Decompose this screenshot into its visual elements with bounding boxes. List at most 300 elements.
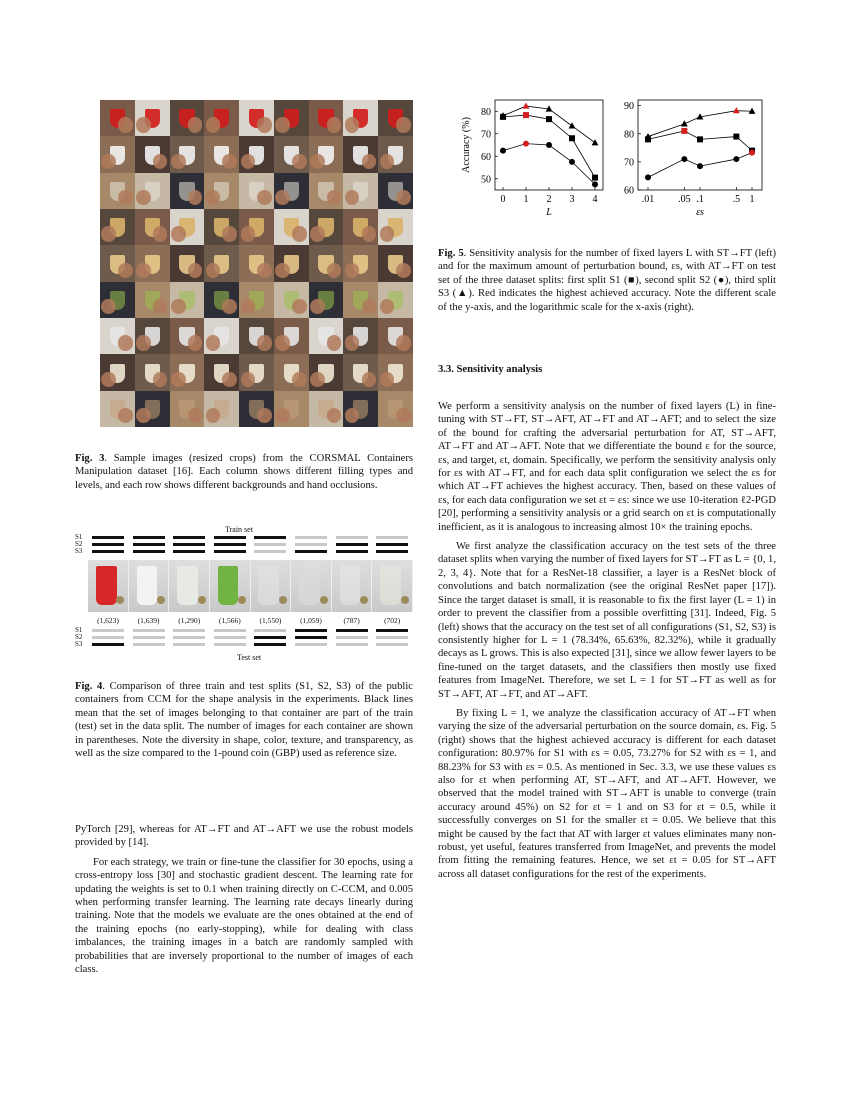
hand-shape — [292, 372, 307, 387]
split-bar — [214, 550, 246, 553]
split-bar — [336, 643, 368, 646]
grid-photo — [274, 136, 309, 172]
grid-photo — [343, 245, 378, 281]
container-photo — [251, 560, 292, 612]
x-axis-label: εs — [696, 207, 704, 218]
split-bar — [92, 536, 124, 539]
hand-shape — [101, 154, 116, 169]
hand-shape — [206, 335, 221, 350]
hand-shape — [396, 408, 411, 423]
grid-photo — [378, 209, 413, 245]
grid-photo — [378, 173, 413, 209]
fig3-caption-text: . Sample images (resized crops) from the CORSMAL Containers Manipulation dataset [16]. Each column shows different filling types and levels, and each row shows different backgrounds and hand occlusions. — [75, 453, 414, 491]
hand-shape — [396, 335, 411, 350]
hand-shape — [222, 226, 237, 241]
x-tick-label: 1 — [749, 194, 755, 205]
x-tick-label: .1 — [696, 194, 704, 205]
hand-shape — [153, 299, 168, 314]
fig4-test-title: Test set — [237, 653, 262, 662]
hand-shape — [206, 408, 221, 423]
grid-photo — [100, 391, 135, 427]
image-count: (1,290) — [178, 616, 201, 625]
grid-photo — [239, 391, 274, 427]
circle-marker — [546, 142, 552, 148]
reference-coin — [198, 596, 206, 604]
grid-photo — [135, 354, 170, 390]
circle-marker — [569, 159, 575, 165]
y-tick-label: 60 — [624, 185, 634, 197]
grid-photo — [274, 318, 309, 354]
split-bar — [336, 629, 368, 632]
hand-shape — [153, 372, 168, 387]
hand-shape — [188, 335, 203, 350]
grid-photo — [100, 136, 135, 172]
fig5-caption — [438, 247, 776, 314]
hand-shape — [362, 154, 377, 169]
grid-photo — [204, 391, 239, 427]
hand-shape — [380, 299, 395, 314]
section-heading: 3.3. Sensitivity analysis — [438, 364, 543, 375]
grid-photo — [170, 354, 205, 390]
hand-shape — [257, 263, 272, 278]
grid-photo — [309, 318, 344, 354]
hand-shape — [171, 154, 186, 169]
hand-shape — [101, 299, 116, 314]
hand-shape — [118, 263, 133, 278]
grid-photo — [170, 318, 205, 354]
grid-photo — [274, 282, 309, 318]
split-bar — [133, 629, 165, 632]
hand-shape — [206, 117, 221, 132]
container-shape — [299, 566, 320, 604]
split-bar — [295, 543, 327, 546]
hand-shape — [153, 154, 168, 169]
reference-coin — [360, 596, 368, 604]
split-label: S2 — [75, 540, 83, 548]
grid-photo — [100, 100, 135, 136]
triangle-marker — [733, 107, 740, 113]
y-tick-label: 80 — [481, 106, 491, 118]
grid-photo — [274, 391, 309, 427]
container-shape — [137, 566, 158, 604]
grid-photo — [378, 100, 413, 136]
hand-shape — [171, 299, 186, 314]
grid-photo — [378, 282, 413, 318]
grid-photo — [135, 173, 170, 209]
split-bar — [376, 636, 408, 639]
hand-shape — [118, 117, 133, 132]
grid-photo — [309, 391, 344, 427]
image-count: (1,566) — [218, 616, 241, 625]
hand-shape — [101, 226, 116, 241]
grid-photo — [135, 318, 170, 354]
hand-shape — [118, 190, 133, 205]
grid-photo — [204, 173, 239, 209]
square-marker — [592, 175, 598, 181]
hand-shape — [327, 408, 342, 423]
hand-shape — [171, 372, 186, 387]
split-bar — [295, 550, 327, 553]
fig4-caption-label: Fig. 4 — [75, 681, 103, 692]
fig4-caption — [75, 680, 413, 760]
grid-photo — [274, 173, 309, 209]
hand-shape — [380, 154, 395, 169]
hand-shape — [118, 408, 133, 423]
y-tick-label: 70 — [624, 157, 634, 169]
container-photo — [291, 560, 332, 612]
grid-photo — [343, 354, 378, 390]
image-count: (702) — [384, 616, 401, 625]
grid-photo — [309, 354, 344, 390]
right-paragraph-1: We perform a sensitivity analysis on the number of fixed layers (L) in fine-tuning with ST→FT, ST→AFT, AT→FT and AT→AFT; and to select the size of the bound for crafting the adversarial perturbation for AT, ST→AFT, AT→FT and AT→AFT. Note that we differentiate the bound ε for the source, εs, and target, εt, domain. Specifically, we perform the sensitivity analysis only for εs with AT→FT, and for each data split configuration we select the εs for which AT→FT achieves the highest accuracy. Then, based on these values of εs, for each data configuration we set εt = εs: since we use 10-iteration ℓ2-PGD [20], performing a sensitivity analysis or a grid search on εt is computationally inefficient, as it is analogous to increasing almost 10× the training epochs. — [438, 401, 776, 533]
x-tick-label: .01 — [641, 194, 655, 205]
y-axis-label: Accuracy (%) — [461, 117, 472, 173]
x-tick-label: .05 — [678, 194, 691, 205]
left-paragraph-2: For each strategy, we train or fine-tune the classifier for 30 epochs, using a cross-entropy loss [30] and stochastic gradient descent. The learning rate for updating the weights is set to 0.1 when training directly on C-CCM, and 0.005 when performing transfer learning. The learning rate decays linearly during training. Note that the models we evaluate are the ones obtained at the end of the training epochs (no early-stopping), while for dealing with class imbalances, the training images in a batch are randomly sampled with probabilities that are inversely proportional to the number of images of each class. — [75, 856, 413, 976]
split-bar — [214, 643, 246, 646]
grid-photo — [274, 100, 309, 136]
hand-shape — [345, 263, 360, 278]
hand-shape — [345, 335, 360, 350]
grid-photo — [204, 354, 239, 390]
hand-shape — [188, 117, 203, 132]
split-bar — [173, 550, 205, 553]
grid-photo — [100, 282, 135, 318]
right-paragraph-3: By fixing L = 1, we analyze the classification accuracy of AT→FT when varying the size of the adversarial perturbation on the source domain, εs. Fig. 5 (right) shows that the highest achieved accuracy is different for each dataset configuration: 80.97% for S1 with εs = 0.05, 73.27% for S2 with εs = 1, and 88.23% for S3 with εs = 0.5. As mentioned in Sec. 3.3, we use these values εs also for εt when performing AT, ST→AFT, and AT→AFT. However, we observed that the model trained with ST→AFT is unable to converge (train accuracy around 45%) on S2 for εt = 1 and on S3 for εt = 0.5, while it successfully converges on S1 for the smaller εt = 0.05. We believe that this might be caused by the fact that AT with larger εt values eliminates many non-robust, yet useful, features transferred from ImageNet, and prevents the model from fitting the remaining features. Hence, we set εt = 0.05 for ST→AFT across all dataset configurations for the rest of the experiments. — [438, 707, 776, 880]
square-marker — [546, 116, 552, 122]
split-bar — [214, 536, 246, 539]
fig3-caption — [75, 452, 413, 492]
hand-shape — [136, 117, 151, 132]
container-photo — [169, 560, 210, 612]
circle-marker — [749, 150, 755, 156]
grid-photo — [309, 136, 344, 172]
grid-photo — [135, 136, 170, 172]
split-bar — [173, 629, 205, 632]
grid-photo — [239, 100, 274, 136]
fig5-caption-text: . Sensitivity analysis for the number of fixed layers L with ST→FT (left) and for the maximum amount of perturbation bound, εs, with AT→FT on test set of the three dataset splits: first split S1 (■), second split S2 (●), third split S3 (▲). Red indicates the highest achieved accuracy. Note the different scale of the y-axis, and the logarithmic scale for the x-axis (right). — [438, 248, 776, 313]
hand-shape — [136, 408, 151, 423]
split-label: S3 — [75, 547, 83, 555]
hand-shape — [310, 299, 325, 314]
hand-shape — [257, 190, 272, 205]
image-count: (1,639) — [137, 616, 160, 625]
split-bar — [173, 543, 205, 546]
grid-photo — [343, 136, 378, 172]
hand-shape — [396, 263, 411, 278]
grid-photo — [135, 282, 170, 318]
hand-shape — [275, 408, 290, 423]
grid-photo — [343, 173, 378, 209]
grid-photo — [343, 100, 378, 136]
fig5-caption-label: Fig. 5 — [438, 248, 464, 259]
hand-shape — [396, 117, 411, 132]
grid-photo — [274, 209, 309, 245]
hand-shape — [396, 190, 411, 205]
grid-photo — [204, 282, 239, 318]
split-label: S1 — [75, 533, 83, 541]
split-bar — [133, 550, 165, 553]
grid-photo — [100, 245, 135, 281]
hand-shape — [118, 335, 133, 350]
hand-shape — [257, 408, 272, 423]
square-marker — [681, 128, 687, 134]
hand-shape — [136, 190, 151, 205]
grid-photo — [204, 100, 239, 136]
hand-shape — [292, 154, 307, 169]
split-bar — [376, 536, 408, 539]
image-count: (787) — [343, 616, 360, 625]
grid-photo — [378, 136, 413, 172]
split-bar — [214, 629, 246, 632]
hand-shape — [241, 226, 256, 241]
grid-photo — [204, 209, 239, 245]
split-bar — [254, 643, 286, 646]
hand-shape — [136, 263, 151, 278]
reference-coin — [238, 596, 246, 604]
left-paragraph-1: PyTorch [29], whereas for AT→FT and AT→AFT we use the robust models provided by [14]. — [75, 824, 413, 849]
triangle-marker — [749, 108, 756, 114]
fig5-right-chart — [610, 98, 770, 228]
right-paragraph-2: We first analyze the classification accuracy on the test sets of the three dataset splits when varying the number of fixed layers for ST→FT as L = {0, 1, 2, 3, 4}. Note that for a ResNet-18 classifier, a layer is a ResNet block of convolutions and batch normalization (see the original ResNet paper [17]). Since the target dataset is small, it is reasonable to fix the first layer (L = 1) in order to prevent the classifier from a possible overfitting [31]. Indeed, Fig. 5 (left) shows that the accuracy on the test set of all configurations (S1, S2, S3) is consistently higher for L = 1 (78.34%, 65.63%, 82.32%), while it gradually decays as L grows. This is also expected [31], since we allow fewer layers to be fine-tuned on the target datasets, and the classifiers then mostly use fixed features from ImageNet. Therefore, we set L = 1 for ST→FT as well as for ST→AFT, AT→FT, and AT→AFT. — [438, 541, 777, 700]
split-bar — [376, 543, 408, 546]
hand-shape — [188, 408, 203, 423]
split-bar — [254, 636, 286, 639]
hand-shape — [206, 263, 221, 278]
fig5-charts — [440, 98, 770, 228]
grid-photo — [239, 318, 274, 354]
reference-coin — [157, 596, 165, 604]
reference-coin — [116, 596, 124, 604]
grid-photo — [378, 245, 413, 281]
hand-shape — [241, 299, 256, 314]
grid-photo — [343, 282, 378, 318]
split-bar — [295, 643, 327, 646]
hand-shape — [345, 190, 360, 205]
hand-shape — [257, 117, 272, 132]
split-bar — [92, 543, 124, 546]
container-photo — [88, 560, 129, 612]
grid-photo — [170, 173, 205, 209]
y-tick-label: 50 — [481, 174, 491, 186]
hand-shape — [362, 299, 377, 314]
container-photo — [129, 560, 170, 612]
hand-shape — [206, 190, 221, 205]
hand-shape — [292, 299, 307, 314]
grid-photo — [239, 173, 274, 209]
container-shape — [258, 566, 279, 604]
image-count: (1,059) — [300, 616, 322, 625]
square-marker — [697, 136, 703, 142]
x-tick-label: .5 — [732, 194, 741, 205]
hand-shape — [310, 372, 325, 387]
container-shape — [340, 566, 361, 604]
split-label: S1 — [75, 626, 83, 634]
grid-photo — [135, 209, 170, 245]
grid-photo — [274, 245, 309, 281]
grid-photo — [274, 354, 309, 390]
split-bar — [254, 543, 286, 546]
hand-shape — [241, 154, 256, 169]
split-bar — [254, 629, 286, 632]
hand-shape — [327, 335, 342, 350]
hand-shape — [310, 154, 325, 169]
split-label: S3 — [75, 640, 83, 648]
grid-photo — [135, 391, 170, 427]
hand-shape — [310, 226, 325, 241]
grid-photo — [135, 100, 170, 136]
fig3-image-grid — [100, 100, 413, 427]
fig3-caption-label: Fig. 3 — [75, 453, 105, 464]
grid-photo — [170, 136, 205, 172]
grid-photo — [309, 100, 344, 136]
grid-photo — [170, 100, 205, 136]
hand-shape — [136, 335, 151, 350]
grid-photo — [100, 354, 135, 390]
hand-shape — [222, 154, 237, 169]
reference-coin — [320, 596, 328, 604]
x-tick-label: 4 — [592, 194, 598, 205]
hand-shape — [241, 372, 256, 387]
hand-shape — [101, 372, 116, 387]
grid-photo — [135, 245, 170, 281]
hand-shape — [275, 117, 290, 132]
hand-shape — [345, 117, 360, 132]
hand-shape — [257, 335, 272, 350]
reference-coin — [401, 596, 409, 604]
hand-shape — [380, 226, 395, 241]
hand-shape — [327, 190, 342, 205]
grid-photo — [343, 318, 378, 354]
grid-photo — [239, 209, 274, 245]
circle-marker — [645, 174, 651, 180]
triangle-marker — [681, 120, 688, 126]
grid-photo — [170, 245, 205, 281]
fig4-splits-figure — [75, 525, 413, 665]
split-bar — [336, 636, 368, 639]
grid-photo — [343, 209, 378, 245]
hand-shape — [362, 372, 377, 387]
image-count: (1,623) — [97, 616, 119, 625]
container-shape — [177, 566, 198, 604]
split-bar — [173, 636, 205, 639]
grid-photo — [239, 354, 274, 390]
circle-marker — [500, 148, 506, 154]
split-bar — [295, 636, 327, 639]
split-bar — [133, 543, 165, 546]
grid-photo — [239, 282, 274, 318]
split-bar — [214, 636, 246, 639]
circle-marker — [733, 156, 739, 162]
split-bar — [295, 536, 327, 539]
split-bar — [92, 643, 124, 646]
square-marker — [523, 112, 529, 118]
split-bar — [214, 543, 246, 546]
y-tick-label: 70 — [481, 129, 491, 141]
hand-shape — [275, 335, 290, 350]
right-column-text — [438, 400, 776, 881]
square-marker — [569, 135, 575, 141]
hand-shape — [222, 372, 237, 387]
split-bar — [254, 550, 286, 553]
split-bar — [173, 643, 205, 646]
fig4-caption-text: . Comparison of three train and test splits (S1, S2, S3) of the public containers from CCM for the shape analysis in the experiments. Black lines mean that the set of images belonging to that container are part of the train (test) set in the data split. The number of images for each container are shown in parentheses. Note the diversity in shape, color, texture, and transparency, as well as the size compared to the 1-pound coin (GBP) used as reference size. — [75, 681, 413, 760]
hand-shape — [327, 117, 342, 132]
grid-photo — [239, 245, 274, 281]
grid-photo — [100, 209, 135, 245]
hand-shape — [345, 408, 360, 423]
split-bar — [376, 643, 408, 646]
grid-photo — [204, 245, 239, 281]
grid-photo — [170, 209, 205, 245]
hand-shape — [188, 190, 203, 205]
hand-shape — [362, 226, 377, 241]
grid-photo — [309, 209, 344, 245]
y-tick-label: 80 — [624, 129, 634, 141]
container-shape — [218, 566, 239, 604]
y-tick-label: 60 — [481, 151, 491, 163]
y-tick-label: 90 — [624, 101, 634, 113]
grid-photo — [239, 136, 274, 172]
container-photo — [210, 560, 251, 612]
circle-marker — [697, 163, 703, 169]
split-label: S2 — [75, 633, 83, 641]
split-bar — [254, 536, 286, 539]
fig5-left-chart — [440, 98, 610, 228]
hand-shape — [153, 226, 168, 241]
x-tick-label: 1 — [523, 194, 529, 205]
hand-shape — [380, 372, 395, 387]
container-shape — [380, 566, 401, 604]
split-bar — [376, 550, 408, 553]
hand-shape — [188, 263, 203, 278]
split-bar — [133, 536, 165, 539]
image-count: (1,550) — [259, 616, 282, 625]
series-line — [503, 144, 595, 185]
split-bar — [336, 550, 368, 553]
left-column-text — [75, 823, 413, 976]
grid-photo — [100, 173, 135, 209]
split-bar — [92, 550, 124, 553]
grid-photo — [170, 391, 205, 427]
circle-marker — [592, 181, 598, 187]
split-bar — [336, 536, 368, 539]
split-bar — [376, 629, 408, 632]
hand-shape — [275, 263, 290, 278]
hand-shape — [327, 263, 342, 278]
grid-photo — [204, 318, 239, 354]
x-tick-label: 0 — [500, 194, 506, 205]
circle-marker — [523, 141, 529, 147]
triangle-marker — [523, 102, 530, 108]
split-bar — [92, 636, 124, 639]
reference-coin — [279, 596, 287, 604]
split-bar — [133, 643, 165, 646]
grid-photo — [204, 136, 239, 172]
triangle-marker — [592, 139, 599, 145]
x-axis-label: L — [546, 207, 552, 218]
split-bar — [336, 543, 368, 546]
hand-shape — [275, 190, 290, 205]
hand-shape — [222, 299, 237, 314]
grid-photo — [378, 391, 413, 427]
hand-shape — [292, 226, 307, 241]
grid-photo — [309, 173, 344, 209]
container-photo — [332, 560, 373, 612]
x-tick-label: 3 — [569, 194, 575, 205]
container-photo — [372, 560, 413, 612]
grid-photo — [378, 354, 413, 390]
